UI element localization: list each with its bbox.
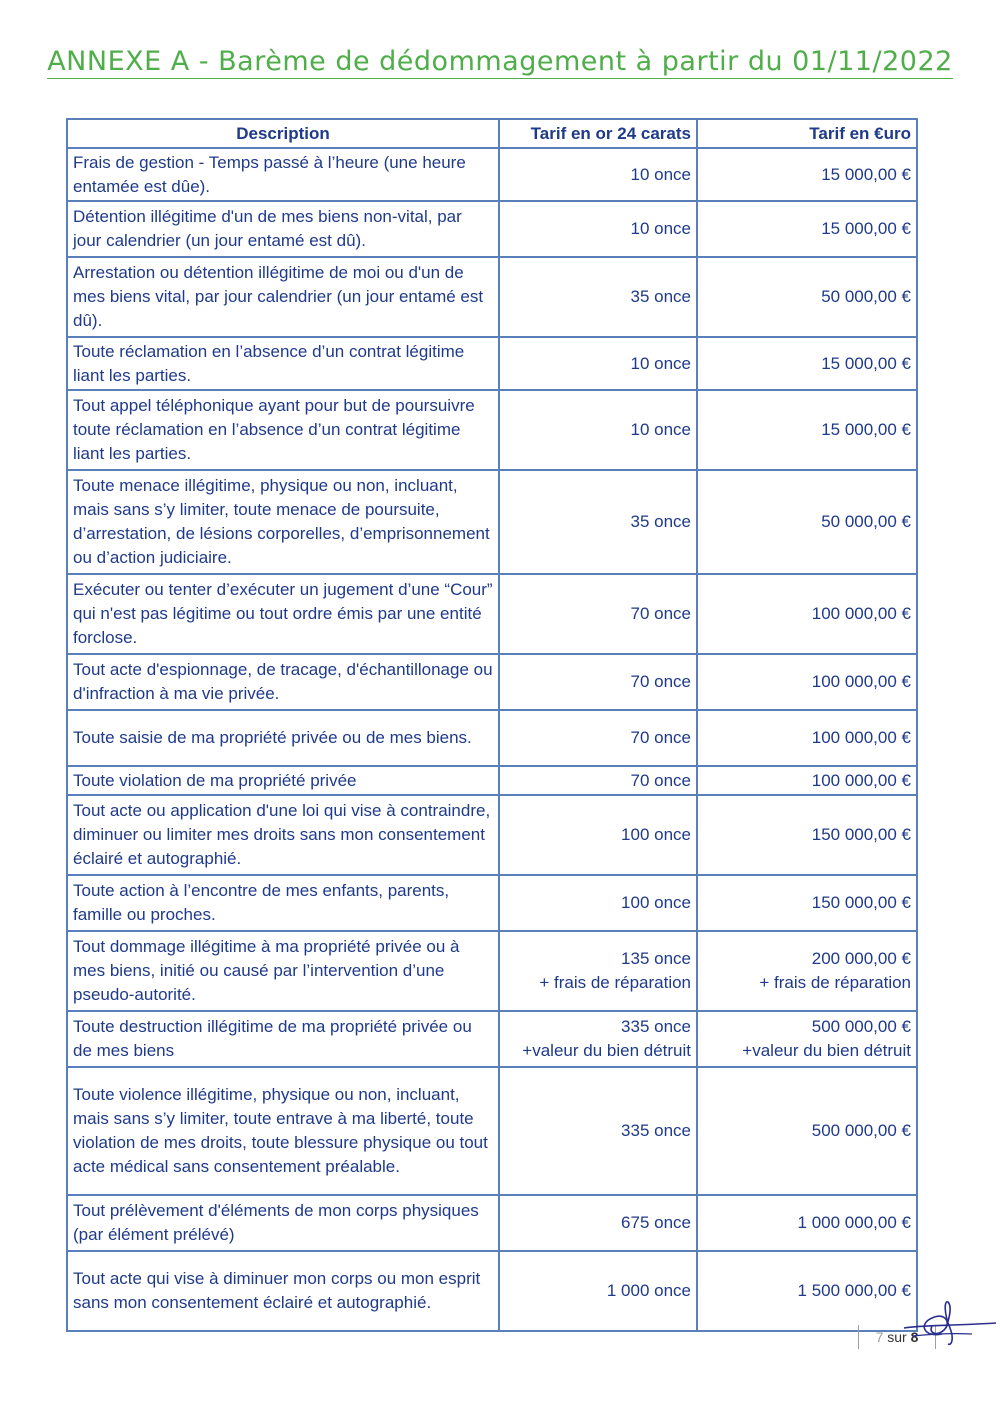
table-row — [67, 875, 917, 931]
row-gold-rate: 70 once — [630, 604, 691, 623]
row-gold-rate: 335 once — [621, 1121, 691, 1140]
row-euro-rate: 100 000,00 € — [811, 672, 911, 691]
row-euro-cell — [697, 931, 917, 1011]
row-euro-extra: +valeur du bien détruit — [742, 1041, 911, 1060]
row-description: Détention illégitime d'un de mes biens non-vital, par jour calendrier (un jour entamé est dû). — [67, 201, 499, 257]
row-euro-rate: 15 000,00 € — [821, 353, 911, 373]
header-euro-rate: Tarif en €uro — [697, 119, 917, 148]
row-euro-cell — [697, 574, 917, 654]
header-gold-rate: Tarif en or 24 carats — [499, 119, 697, 148]
row-description: Tout acte d'espionnage, de tracage, d'échantillonage ou d'infraction à ma vie privée. — [67, 654, 499, 710]
row-euro-rate: 50 000,00 € — [821, 287, 911, 306]
row-gold-cell — [499, 931, 697, 1011]
table-row — [67, 766, 917, 795]
row-euro-cell — [697, 1251, 917, 1331]
row-description: Toute saisie de ma propriété privée ou de mes biens. — [67, 710, 499, 766]
row-description: Frais de gestion - Temps passé à l’heure (une heure entamée est dûe). — [67, 148, 499, 201]
handwritten-signature — [902, 1298, 998, 1348]
page-separator: sur — [887, 1329, 907, 1345]
page-total: 8 — [910, 1329, 919, 1345]
row-description: Tout acte qui vise à diminuer mon corps ou mon esprit sans mon consentement éclairé et autographié. — [67, 1251, 499, 1331]
row-description: Tout appel téléphonique ayant pour but de poursuivre toute réclamation en l’absence d’un contrat légitime liant les parties. — [67, 390, 499, 470]
table-row — [67, 148, 917, 201]
row-euro-cell — [697, 1195, 917, 1251]
row-gold-extra: + frais de réparation — [539, 973, 691, 992]
row-gold-rate: 35 once — [630, 512, 691, 531]
row-gold-cell — [499, 337, 697, 390]
row-gold-rate: 10 once — [630, 420, 691, 439]
row-gold-cell — [499, 148, 697, 201]
row-gold-rate: 35 once — [630, 287, 691, 306]
row-euro-rate: 100 000,00 € — [811, 728, 911, 747]
row-gold-cell — [499, 1195, 697, 1251]
row-euro-rate: 100 000,00 € — [811, 770, 911, 790]
row-gold-cell — [499, 470, 697, 574]
page-current: 7 — [875, 1329, 884, 1345]
row-euro-rate: 15 000,00 € — [821, 164, 911, 184]
table-row — [67, 1067, 917, 1195]
row-euro-cell — [697, 654, 917, 710]
row-euro-cell — [697, 795, 917, 875]
row-euro-rate: 15 000,00 € — [821, 420, 911, 439]
row-gold-cell — [499, 766, 697, 795]
row-euro-rate: 100 000,00 € — [811, 604, 911, 623]
row-gold-rate: 70 once — [630, 728, 691, 747]
table-row — [67, 470, 917, 574]
row-gold-rate: 70 once — [630, 770, 691, 790]
row-euro-cell — [697, 710, 917, 766]
table-row — [67, 201, 917, 257]
table-header-row — [67, 119, 917, 148]
row-gold-cell — [499, 201, 697, 257]
table-row — [67, 710, 917, 766]
row-euro-cell — [697, 148, 917, 201]
row-euro-cell — [697, 766, 917, 795]
table-row — [67, 337, 917, 390]
row-euro-cell — [697, 470, 917, 574]
row-description: Toute menace illégitime, physique ou non, incluant, mais sans s’y limiter, toute menace de poursuite, d’arrestation, de lésions corporelles, d’emprisonnement ou d’action judiciaire. — [67, 470, 499, 574]
table-row — [67, 574, 917, 654]
row-gold-rate: 135 once — [621, 949, 691, 968]
row-euro-rate: 1 500 000,00 € — [797, 1281, 911, 1300]
row-gold-rate: 10 once — [630, 219, 691, 238]
row-description: Toute action à l’encontre de mes enfants, parents, famille ou proches. — [67, 875, 499, 931]
table-row — [67, 1011, 917, 1067]
table-body — [67, 148, 917, 1331]
page-title — [0, 46, 1000, 77]
row-gold-cell — [499, 654, 697, 710]
row-gold-cell — [499, 390, 697, 470]
row-euro-cell — [697, 1067, 917, 1195]
row-euro-cell — [697, 390, 917, 470]
table-row — [67, 1251, 917, 1331]
row-gold-cell — [499, 257, 697, 337]
row-gold-rate: 70 once — [630, 672, 691, 691]
row-euro-rate: 50 000,00 € — [821, 512, 911, 531]
row-euro-rate: 150 000,00 € — [811, 825, 911, 844]
tariff-table — [66, 118, 918, 1332]
row-description: Arrestation ou détention illégitime de moi ou d'un de mes biens vital, par jour calendrier (un jour entamé est dû). — [67, 257, 499, 337]
row-euro-rate: 1 000 000,00 € — [797, 1213, 911, 1232]
row-euro-rate: 150 000,00 € — [811, 893, 911, 912]
row-gold-rate: 335 once — [621, 1017, 691, 1036]
row-description: Toute réclamation en l’absence d’un contrat légitime liant les parties. — [67, 337, 499, 390]
row-gold-cell — [499, 875, 697, 931]
table-row — [67, 654, 917, 710]
row-gold-rate: 675 once — [621, 1213, 691, 1232]
table-row — [67, 257, 917, 337]
row-gold-cell — [499, 710, 697, 766]
row-description: Tout acte ou application d'une loi qui vise à contraindre, diminuer ou limiter mes droits sans mon consentement éclairé et autographié. — [67, 795, 499, 875]
row-euro-rate: 500 000,00 € — [811, 1121, 911, 1140]
row-description: Toute violence illégitime, physique ou non, incluant, mais sans s’y limiter, toute entrave à ma liberté, toute violation de mes droits, toute blessure physique ou tout acte médical sans consentement préalable. — [67, 1067, 499, 1195]
row-description: Exécuter ou tenter d’exécuter un jugement d’une “Cour” qui n'est pas légitime ou tout ordre émis par une entité forclose. — [67, 574, 499, 654]
row-gold-rate: 10 once — [630, 353, 691, 373]
row-gold-extra: +valeur du bien détruit — [522, 1041, 691, 1060]
row-gold-cell — [499, 574, 697, 654]
row-euro-rate: 200 000,00 € — [811, 949, 911, 968]
page-title-text: ANNEXE A - Barème de dédommagement à partir du 01/11/2022 — [47, 46, 953, 77]
row-description: Toute violation de ma propriété privée — [67, 766, 499, 795]
row-description: Tout dommage illégitime à ma propriété privée ou à mes biens, initié ou causé par l’intervention d’une pseudo-autorité. — [67, 931, 499, 1011]
header-description: Description — [67, 119, 499, 148]
row-gold-rate: 100 once — [621, 825, 691, 844]
row-gold-cell — [499, 1011, 697, 1067]
row-euro-rate: 15 000,00 € — [821, 219, 911, 238]
row-euro-cell — [697, 875, 917, 931]
table-row — [67, 795, 917, 875]
row-gold-rate: 100 once — [621, 893, 691, 912]
table-row — [67, 1195, 917, 1251]
row-euro-extra: + frais de réparation — [759, 973, 911, 992]
row-euro-cell — [697, 337, 917, 390]
table-row — [67, 931, 917, 1011]
row-euro-cell — [697, 201, 917, 257]
table-row — [67, 390, 917, 470]
row-gold-cell — [499, 795, 697, 875]
row-euro-cell — [697, 257, 917, 337]
row-euro-rate: 500 000,00 € — [811, 1017, 911, 1036]
row-gold-cell — [499, 1067, 697, 1195]
row-gold-cell — [499, 1251, 697, 1331]
row-euro-cell — [697, 1011, 917, 1067]
row-description: Toute destruction illégitime de ma propriété privée ou de mes biens — [67, 1011, 499, 1067]
row-gold-rate: 10 once — [630, 164, 691, 184]
row-description: Tout prélèvement d'éléments de mon corps physiques (par élément prélévé) — [67, 1195, 499, 1251]
row-gold-rate: 1 000 once — [606, 1281, 691, 1300]
